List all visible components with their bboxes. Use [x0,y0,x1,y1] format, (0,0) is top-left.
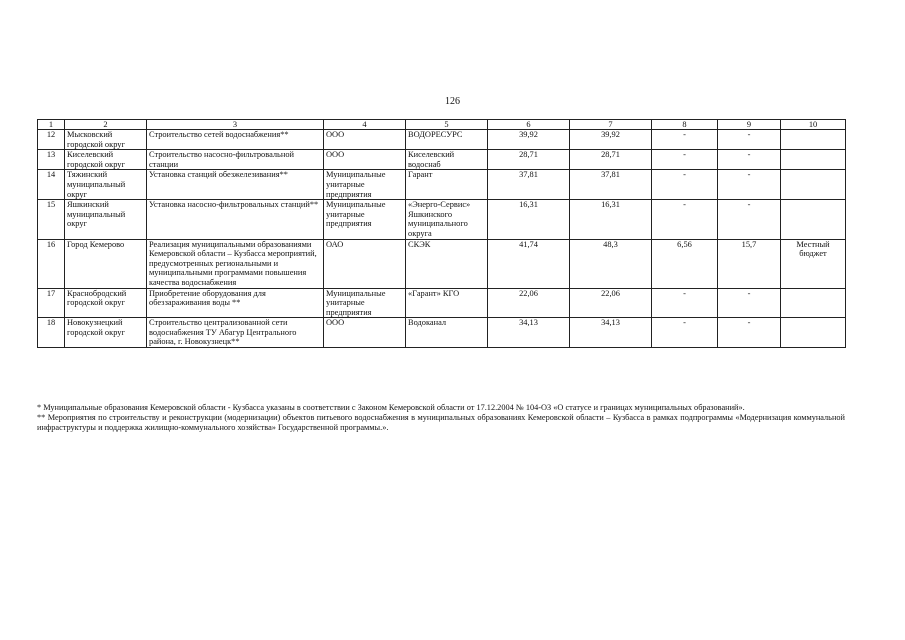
value-cell-6: 16,31 [488,200,570,239]
row-number-cell: 12 [38,130,65,150]
municipality-cell: Краснобродский городской округ [65,288,147,318]
value-cell-9: 15,7 [718,239,781,288]
header-cell: 5 [406,120,488,130]
header-cell: 6 [488,120,570,130]
municipality-cell: Тяжинский муниципальный округ [65,170,147,200]
footnote-1: * Муниципальные образования Кемеровской области - Кузбасса указаны в соответствии с Законом Кемеровской области от 17.12.2004 № 104-ОЗ «О статусе и границах муниципальных образований». [37,403,745,412]
table-row [38,130,846,150]
value-cell-8: - [652,170,718,200]
header-cell: 8 [652,120,718,130]
funding-source-cell [781,288,846,318]
municipality-cell: Киселевский городской округ [65,150,147,170]
organization-cell: ВОДОРЕСУРС [406,130,488,150]
value-cell-9: - [718,130,781,150]
funding-source-cell [781,200,846,239]
value-cell-9: - [718,150,781,170]
org-form-cell: ООО [324,150,406,170]
organization-cell: «Гарант» КГО [406,288,488,318]
row-number-cell: 17 [38,288,65,318]
table-row [38,150,846,170]
value-cell-9: - [718,200,781,239]
measure-cell: Строительство насосно-фильтровальной станции [147,150,324,170]
measure-cell: Строительство централизованной сети водоснабжения ТУ Абагур Центрального района, г. Новокузнецк** [147,318,324,348]
header-cell: 9 [718,120,781,130]
org-form-cell: ОАО [324,239,406,288]
value-cell-9: - [718,170,781,200]
value-cell-8: - [652,288,718,318]
measure-cell: Установка станций обезжелезивания** [147,170,324,200]
value-cell-8: - [652,318,718,348]
row-number-cell: 13 [38,150,65,170]
value-cell-7: 37,81 [570,170,652,200]
org-form-cell: Муниципальные унитарные предприятия [324,170,406,200]
table-row [38,239,846,288]
table-row [38,288,846,318]
table-row [38,200,846,239]
municipality-cell: Яшкинский муниципальный округ [65,200,147,239]
value-cell-9: - [718,288,781,318]
value-cell-6: 39,92 [488,130,570,150]
organization-cell: «Энерго-Сервис» Яшкинского муниципального округа [406,200,488,239]
value-cell-6: 28,71 [488,150,570,170]
funding-source-cell: Местный бюджет [781,239,846,288]
value-cell-6: 37,81 [488,170,570,200]
header-cell: 3 [147,120,324,130]
funding-source-cell [781,170,846,200]
org-form-cell: ООО [324,318,406,348]
value-cell-8: - [652,150,718,170]
organization-cell: СКЭК [406,239,488,288]
org-form-cell: Муниципальные унитарные предприятия [324,288,406,318]
organization-cell: Киселевский водоснаб [406,150,488,170]
footnote-2: ** Мероприятия по строительству и реконструкции (модернизации) объектов питьевого водоснабжения в муниципальных образованиях Кемеровской области – Кузбасса в рамках подпрограммы «Модернизация коммунальной инфраструктуры и поддержка жилищно-коммунального хозяйства» Государственной программы.». [37,413,845,432]
measure-cell: Приобретение оборудования для обеззараживания воды ** [147,288,324,318]
org-form-cell: ООО [324,130,406,150]
municipality-cell: Мысковский городской округ [65,130,147,150]
header-cell: 4 [324,120,406,130]
page-number: 126 [445,96,460,107]
organization-cell: Водоканал [406,318,488,348]
row-number-cell: 18 [38,318,65,348]
value-cell-6: 34,13 [488,318,570,348]
header-cell: 7 [570,120,652,130]
value-cell-7: 28,71 [570,150,652,170]
header-cell: 2 [65,120,147,130]
value-cell-6: 41,74 [488,239,570,288]
measure-cell: Строительство сетей водоснабжения** [147,130,324,150]
value-cell-7: 39,92 [570,130,652,150]
row-number-cell: 16 [38,239,65,288]
value-cell-8: 6,56 [652,239,718,288]
municipality-cell: Город Кемерово [65,239,147,288]
table-row [38,318,846,348]
footnotes [37,403,845,433]
row-number-cell: 14 [38,170,65,200]
value-cell-8: - [652,130,718,150]
value-cell-9: - [718,318,781,348]
org-form-cell: Муниципальные унитарные предприятия [324,200,406,239]
value-cell-6: 22,06 [488,288,570,318]
funding-source-cell [781,130,846,150]
row-number-cell: 15 [38,200,65,239]
value-cell-7: 34,13 [570,318,652,348]
table-row [38,170,846,200]
value-cell-8: - [652,200,718,239]
municipality-cell: Новокузнецкий городской округ [65,318,147,348]
measure-cell: Реализация муниципальными образованиями Кемеровской области – Кузбасса мероприятий, предусмотренных региональными и муниципальными программами повышения качества водоснабжения [147,239,324,288]
value-cell-7: 22,06 [570,288,652,318]
funding-source-cell [781,150,846,170]
header-cell: 10 [781,120,846,130]
funding-source-cell [781,318,846,348]
value-cell-7: 48,3 [570,239,652,288]
header-row [38,120,846,130]
measure-cell: Установка насосно-фильтровальных станций** [147,200,324,239]
header-cell: 1 [38,120,65,130]
organization-cell: Гарант [406,170,488,200]
value-cell-7: 16,31 [570,200,652,239]
program-table [37,119,846,348]
